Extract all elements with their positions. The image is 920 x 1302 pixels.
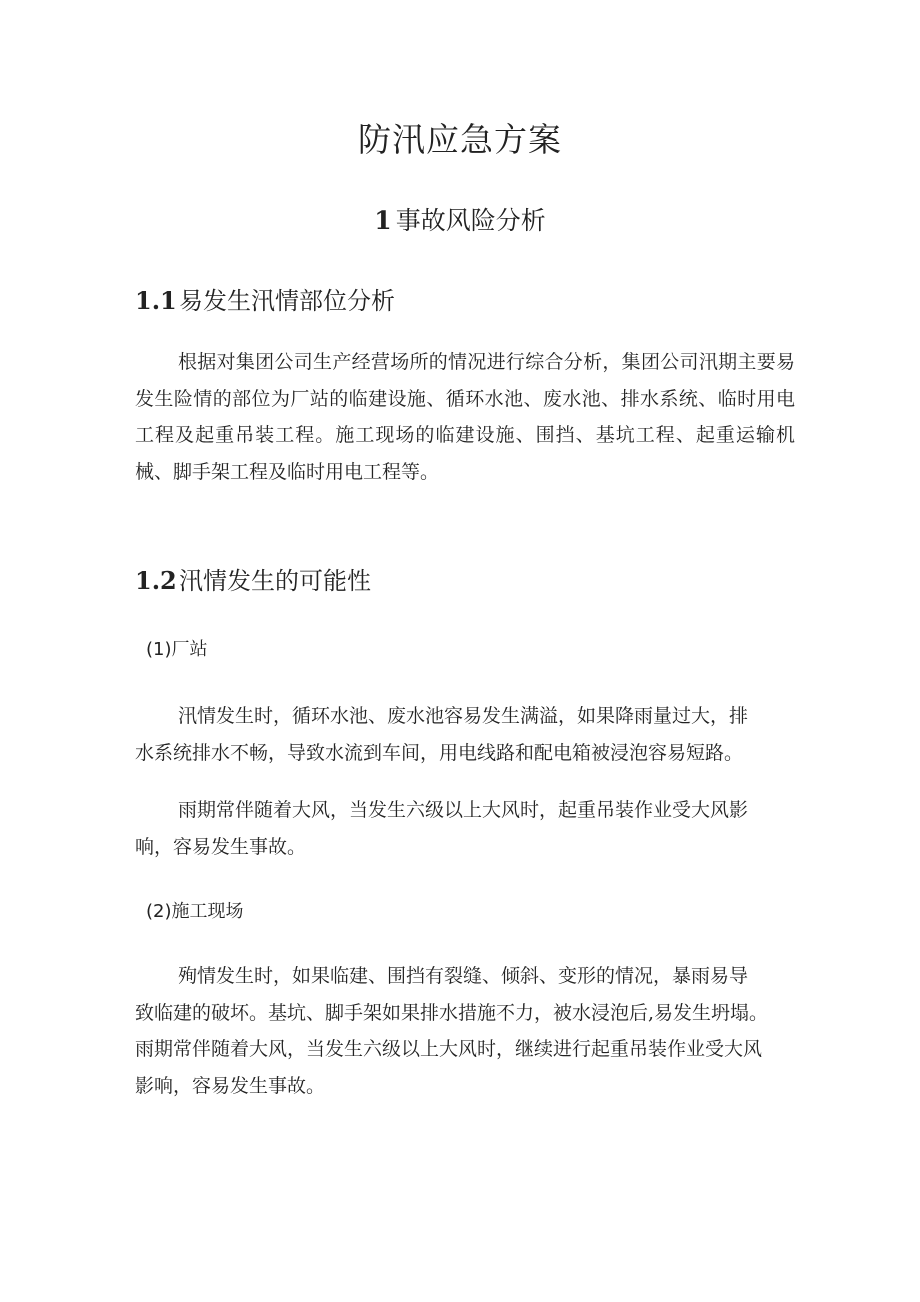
paragraph-line: 汛情发生时，循环水池、废水池容易发生满溢，如果降雨量过大，排 [178,705,749,727]
section-1-1-paragraph: 根据对集团公司生产经营场所的情况进行综合分析，集团公司汛期主要易发生险情的部位为厂站的临建设施、循环水池、废水池、排水系统、临时用电工程及起重吊装工程。施工现场的临建设施、围挡、基坑工程、起重运输机械、脚手架工程及临时用电工程等。 [135,351,795,483]
item-2-paragraph [135,958,815,1104]
chapter-title: 事故风险分析 [395,206,546,235]
section-title: 易发生汛情部位分析 [179,287,395,315]
paragraph-line: 响，容易发生事故。 [135,835,307,858]
item-1-paragraph-1 [135,698,795,771]
section-number: 1.2 [135,566,177,595]
paragraph-line: 影响，容易发生事故。 [135,1074,326,1097]
paragraph-line: 雨期常伴随着大风，当发生六级以上大风时，起重吊装作业受大风影 [178,799,749,821]
item-2-label: (2)施工现场 [146,901,244,922]
section-number: 1.1 [135,286,177,315]
item-1-label: (1)厂站 [146,639,208,660]
item-1-paragraph-2 [135,792,795,865]
document-title: 防汛应急方案 [358,120,562,159]
paragraph-line: 致临建的破坏。基坑、脚手架如果排水措施不力，被水浸泡后,易发生坍塌。 [135,1001,769,1024]
chapter-number: 1 [374,206,392,235]
paragraph-line: 殉情发生时，如果临建、围挡有裂缝、倾斜、变形的情况，暴雨易导 [178,965,749,987]
paragraph-line: 雨期常伴随着大风，当发生六级以上大风时，继续进行起重吊装作业受大风 [135,1038,763,1060]
chapter-heading [0,203,920,239]
section-heading-1-1 [135,284,395,318]
section-title: 汛情发生的可能性 [179,567,371,595]
section-heading-1-2 [135,564,371,598]
paragraph-line: 水系统排水不畅，导致水流到车间，用电线路和配电箱被浸泡容易短路。 [135,741,744,764]
